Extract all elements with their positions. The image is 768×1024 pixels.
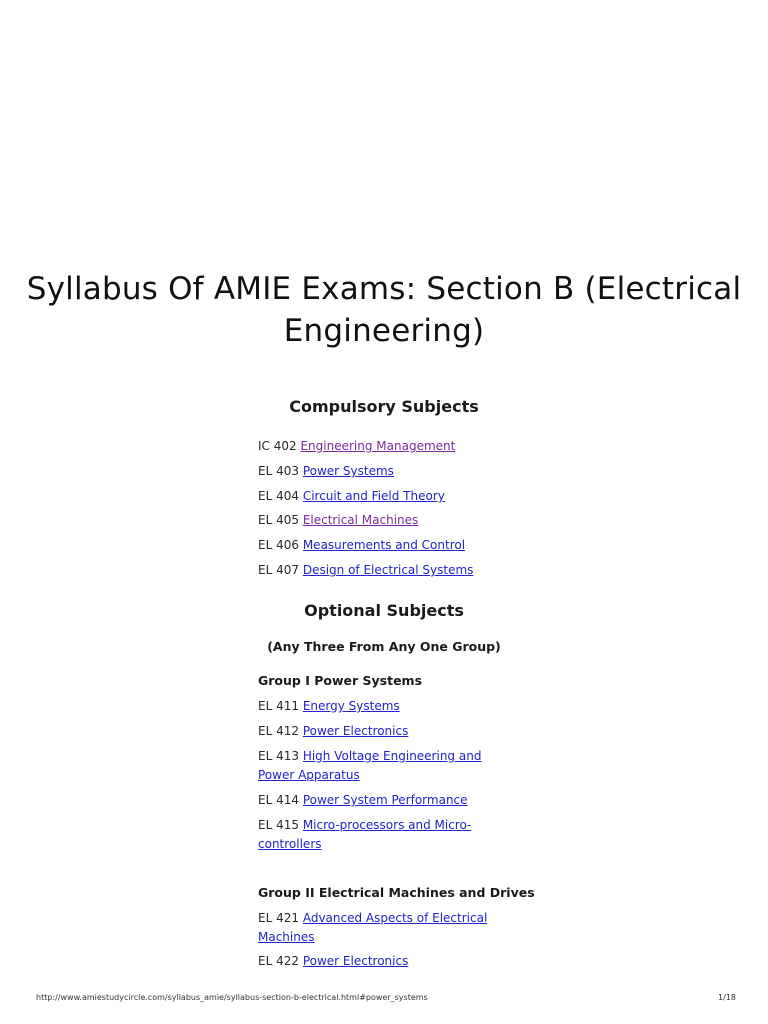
subject-link-engineering-management[interactable]: Engineering Management [300, 439, 456, 453]
subject-link-measurements-control[interactable]: Measurements and Control [302, 538, 466, 552]
subject-link-micro-processors[interactable]: Micro-processors and Micro-controllers [258, 818, 472, 851]
optional-subheading: (Any Three From Any One Group) [267, 639, 501, 654]
page-title-line-2: Engineering) [283, 313, 485, 349]
optional-heading: Optional Subjects [304, 601, 464, 620]
subject-code: EL 412 [258, 724, 299, 738]
subject-code: IC 402 [258, 439, 297, 453]
subject-link-high-voltage-engineering[interactable]: High Voltage Engineering and Power Apparatus [258, 749, 482, 782]
subject-row [258, 536, 508, 555]
subject-link-power-electronics-2[interactable]: Power Electronics [302, 954, 409, 968]
subject-row [258, 561, 508, 580]
subject-link-energy-systems[interactable]: Energy Systems [302, 699, 400, 713]
subject-row [258, 722, 508, 741]
subject-code: EL 421 [258, 911, 299, 925]
compulsory-heading: Compulsory Subjects [289, 397, 479, 416]
subject-code: EL 406 [258, 538, 299, 552]
subject-code: EL 413 [258, 749, 299, 763]
page-title-line-1: Syllabus Of AMIE Exams: Section B (Electrical [26, 271, 742, 307]
subject-code: EL 405 [258, 513, 299, 527]
subject-code: EL 411 [258, 699, 299, 713]
subject-row [258, 437, 508, 456]
subject-row [258, 816, 508, 854]
subject-link-advanced-aspects-machines[interactable]: Advanced Aspects of Electrical Machines [258, 911, 488, 944]
subject-code: EL 403 [258, 464, 299, 478]
page-title [20, 268, 748, 352]
footer-url: http://www.amiestudycircle.com/syllabus_amie/syllabus-section-b-electrical.html#power_systems [36, 993, 428, 1002]
subject-row [258, 791, 508, 810]
subject-link-design-electrical-systems[interactable]: Design of Electrical Systems [302, 563, 474, 577]
subject-code: EL 407 [258, 563, 299, 577]
subject-code: EL 415 [258, 818, 299, 832]
subject-row [258, 462, 508, 481]
subject-link-circuit-field-theory[interactable]: Circuit and Field Theory [302, 489, 445, 503]
subject-row [258, 511, 508, 530]
subject-row [258, 909, 508, 947]
subject-link-power-system-performance[interactable]: Power System Performance [302, 793, 468, 807]
subject-row [258, 747, 508, 785]
subject-row [258, 952, 508, 971]
group-title-power-systems: Group I Power Systems [258, 673, 423, 688]
subject-row [258, 697, 508, 716]
subject-code: EL 414 [258, 793, 299, 807]
subject-link-power-systems[interactable]: Power Systems [302, 464, 394, 478]
subject-link-power-electronics[interactable]: Power Electronics [302, 724, 409, 738]
subject-link-electrical-machines[interactable]: Electrical Machines [302, 513, 419, 527]
subject-row [258, 487, 508, 506]
group-title-machines-drives: Group II Electrical Machines and Drives [258, 885, 535, 900]
subject-code: EL 404 [258, 489, 299, 503]
page-number: 1/18 [718, 993, 736, 1002]
subject-code: EL 422 [258, 954, 299, 968]
